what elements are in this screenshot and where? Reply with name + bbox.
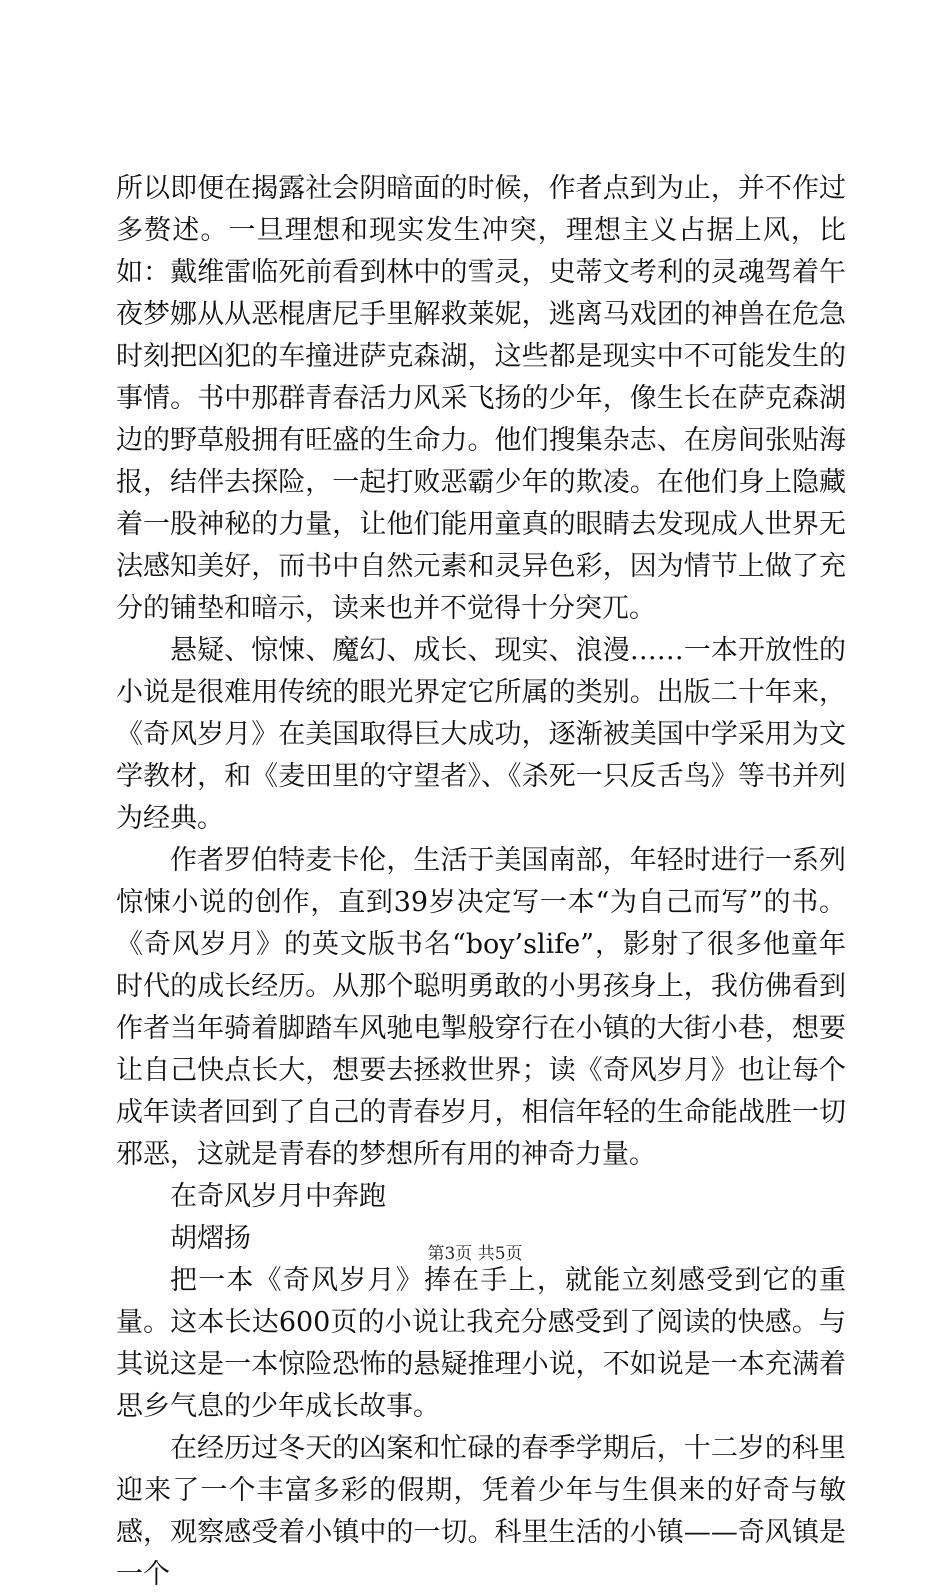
article-author: 胡熠扬 — [170, 1223, 251, 1254]
document-body — [116, 168, 846, 1596]
article-title: 在奇风岁月中奔跑 — [170, 1181, 386, 1212]
page-number-footer: 第3页 共5页 — [427, 1244, 523, 1264]
paragraph-5: 在经历过冬天的凶案和忙碌的春季学期后，十二岁的科里迎来了一个丰富多彩的假期，凭着少年与生俱来的好奇与敏感，观察感受着小镇中的一切。科里生活的小镇——奇风镇是一个 — [116, 1433, 846, 1590]
paragraph-1: 所以即便在揭露社会阴暗面的时候，作者点到为止，并不作过多赘述。一旦理想和现实发生冲突，理想主义占据上风，比如：戴维雷临死前看到林中的雪灵，史蒂文考利的灵魂驾着午夜梦娜从从恶棍唐尼手里解救莱妮，逃离马戏团的神兽在危急时刻把凶犯的车撞进萨克森湖，这些都是现实中不可能发生的事情。书中那群青春活力风采飞扬的少年，像生长在萨克森湖边的野草般拥有旺盛的生命力。他们搜集杂志、在房间张贴海报，结伴去探险，一起打败恶霸少年的欺凌。在他们身上隐藏着一股神秘的力量，让他们能用童真的眼睛去发现成人世界无法感知美好，而书中自然元素和灵异色彩，因为情节上做了充分的铺垫和暗示，读来也并不觉得十分突兀。 — [116, 173, 846, 624]
paragraph-2: 悬疑、惊悚、魔幻、成长、现实、浪漫……一本开放性的小说是很难用传统的眼光界定它所属的类别。出版二十年来，《奇风岁月》在美国取得巨大成功，逐渐被美国中学采用为文学教材，和《麦田里的守望者》、《杀死一只反舌鸟》等书并列为经典。 — [116, 635, 846, 834]
paragraph-4: 把一本《奇风岁月》捧在手上，就能立刻感受到它的重量。这本长达600页的小说让我充分感受到了阅读的快感。与其说这是一本惊险恐怖的悬疑推理小说，不如说是一本充满着思乡气息的少年成长故事。 — [116, 1265, 846, 1422]
paragraph-3: 作者罗伯特麦卡伦，生活于美国南部，年轻时进行一系列惊悚小说的创作，直到39岁决定写一本“为自己而写”的书。《奇风岁月》的英文版书名“boy’slife”，影射了很多他童年时代的成长经历。从那个聪明勇敢的小男孩身上，我仿佛看到作者当年骑着脚踏车风驰电掣般穿行在小镇的大街小巷，想要让自己快点长大，想要去拯救世界；读《奇风岁月》也让每个成年读者回到了自己的青春岁月，相信年轻的生命能战胜一切邪恶，这就是青春的梦想所有用的神奇力量。 — [116, 845, 846, 1170]
